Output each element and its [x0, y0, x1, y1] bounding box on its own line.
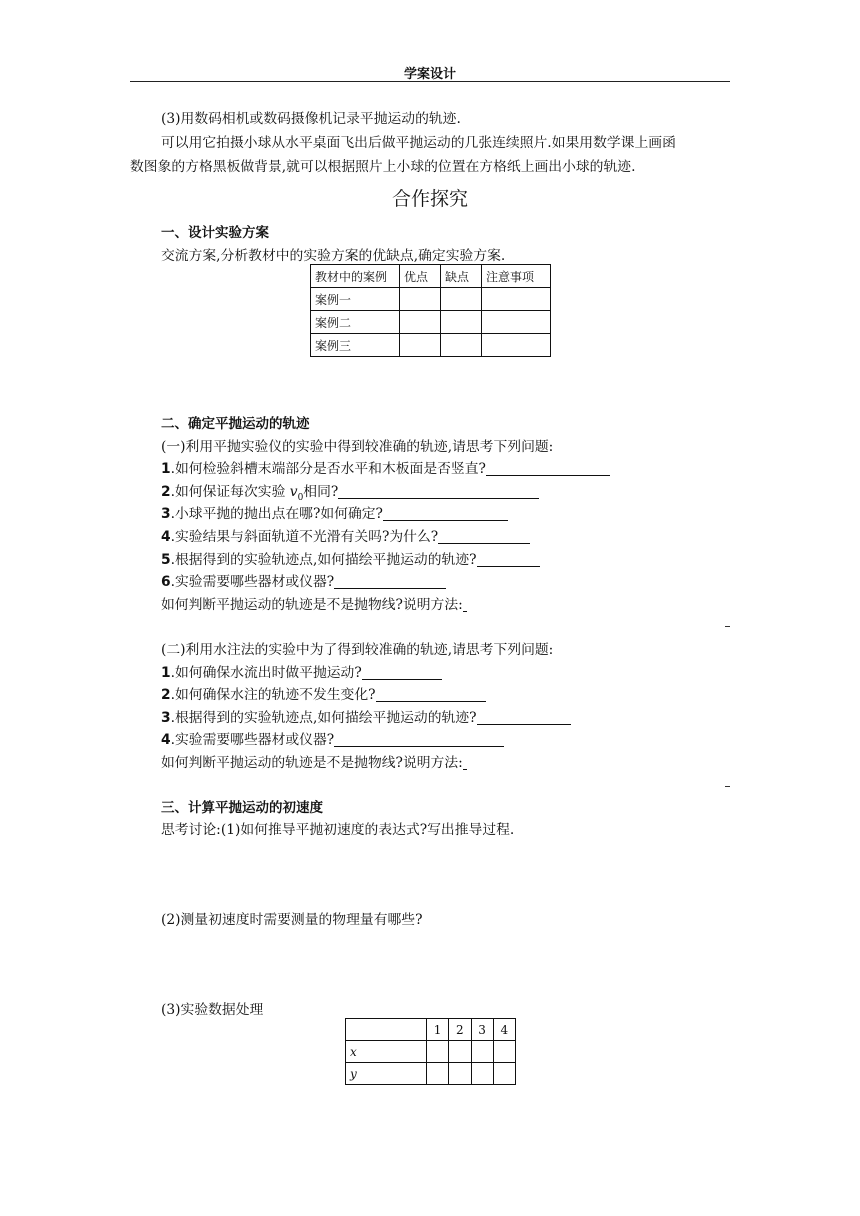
part2-question-1	[161, 661, 442, 681]
main-title: 合作探究	[391, 188, 468, 210]
part1-question-6	[161, 570, 446, 590]
question-number: 2	[161, 484, 171, 500]
answer-blank[interactable]	[334, 732, 504, 747]
velocity-symbol: v	[289, 484, 298, 500]
table-cell[interactable]	[449, 1063, 471, 1085]
question-text: 如何判断平抛运动的轨迹是不是抛物线?说明方法:	[161, 755, 463, 771]
section2-heading: 二、确定平抛运动的轨迹	[161, 416, 310, 432]
table-row	[311, 288, 551, 311]
question-number: 3	[161, 710, 171, 726]
part1-judge-question	[161, 593, 467, 613]
section3-heading: 三、计算平抛运动的初速度	[161, 800, 323, 816]
part1-intro: (一)利用平抛实验仪的实验中得到较准确的轨迹,请思考下列问题:	[161, 439, 554, 455]
data-processing-table	[345, 1018, 516, 1085]
table-row	[311, 311, 551, 334]
table-cell[interactable]	[427, 1041, 449, 1063]
table-cell: y	[346, 1063, 427, 1085]
question-number: 5	[161, 552, 171, 568]
table-cell[interactable]	[400, 334, 441, 357]
table-header-cell: 注意事项	[482, 265, 551, 288]
table-cell[interactable]	[493, 1041, 515, 1063]
question-text: 如何判断平抛运动的轨迹是不是抛物线?说明方法:	[161, 597, 463, 613]
question-text: .小球平抛的抛出点在哪?如何确定?	[170, 506, 383, 522]
table-header-cell: 教材中的案例	[311, 265, 400, 288]
section1-heading: 一、设计实验方案	[161, 225, 269, 241]
answer-blank[interactable]	[362, 665, 442, 680]
table-cell[interactable]	[441, 311, 482, 334]
section1-text: 交流方案,分析教材中的实验方案的优缺点,确定实验方案.	[161, 248, 506, 264]
question-number: 2	[161, 687, 171, 703]
question-text: .实验需要哪些器材或仪器?	[170, 574, 335, 590]
table-cell[interactable]	[482, 334, 551, 357]
part1-question-5	[161, 548, 540, 568]
table-header-cell: 4	[493, 1019, 515, 1041]
answer-blank[interactable]	[477, 552, 540, 567]
page-header-title: 学案设计	[403, 67, 456, 82]
section3-question-2: (2)测量初速度时需要测量的物理量有哪些?	[161, 912, 423, 928]
intro-line-1: (3)用数码相机或数码摄像机记录平抛运动的轨迹.	[161, 111, 461, 127]
case-comparison-table	[310, 264, 551, 357]
table-header-row	[311, 265, 551, 288]
table-cell[interactable]	[471, 1041, 493, 1063]
table-header-cell: 2	[449, 1019, 471, 1041]
question-number: 1	[161, 461, 171, 477]
answer-blank[interactable]	[338, 484, 539, 499]
intro-line-2: 可以用它拍摄小球从水平桌面飞出后做平抛运动的几张连续照片.如果用数学课上画函	[161, 135, 676, 151]
part1-question-2	[161, 480, 539, 503]
answer-blank[interactable]	[486, 461, 610, 476]
table-cell[interactable]	[482, 288, 551, 311]
answer-line-end-mark	[725, 786, 730, 787]
velocity-subscript: 0	[297, 492, 304, 503]
table-cell[interactable]	[493, 1063, 515, 1085]
question-number: 1	[161, 665, 171, 681]
answer-blank[interactable]	[463, 597, 467, 612]
table-cell[interactable]	[400, 311, 441, 334]
question-text: .如何确保水流出时做平抛运动?	[170, 665, 362, 681]
answer-blank[interactable]	[438, 529, 530, 544]
question-text: .实验需要哪些器材或仪器?	[170, 732, 335, 748]
table-header-cell: 优点	[400, 265, 441, 288]
table-header-cell: 1	[427, 1019, 449, 1041]
question-text: 相同?	[303, 484, 339, 500]
table-row	[311, 334, 551, 357]
table-header-cell: 缺点	[441, 265, 482, 288]
table-cell[interactable]	[441, 334, 482, 357]
table-header-row	[346, 1019, 516, 1041]
table-cell[interactable]	[449, 1041, 471, 1063]
section3-question-3: (3)实验数据处理	[161, 1002, 264, 1018]
section3-question-1: 思考讨论:(1)如何推导平抛初速度的表达式?写出推导过程.	[161, 822, 515, 838]
table-cell[interactable]	[471, 1063, 493, 1085]
question-text: .根据得到的实验轨迹点,如何描绘平抛运动的轨迹?	[170, 710, 477, 726]
table-row	[346, 1063, 516, 1085]
table-row	[346, 1041, 516, 1063]
answer-line-end-mark	[725, 626, 730, 627]
question-number: 6	[161, 574, 171, 590]
table-cell: 案例一	[311, 288, 400, 311]
answer-blank[interactable]	[383, 506, 508, 521]
part2-question-3	[161, 706, 571, 726]
intro-line-3: 数图象的方格黑板做背景,就可以根据照片上小球的位置在方格纸上画出小球的轨迹.	[130, 159, 636, 175]
part1-question-4	[161, 525, 530, 545]
answer-blank[interactable]	[334, 574, 446, 589]
answer-blank[interactable]	[477, 710, 571, 725]
table-cell[interactable]	[427, 1063, 449, 1085]
table-cell[interactable]	[400, 288, 441, 311]
answer-blank[interactable]	[376, 687, 486, 702]
table-header-cell	[346, 1019, 427, 1041]
question-text: .如何检验斜槽末端部分是否水平和木板面是否竖直?	[170, 461, 486, 477]
part2-judge-question	[161, 751, 467, 771]
question-text: .根据得到的实验轨迹点,如何描绘平抛运动的轨迹?	[170, 552, 477, 568]
header-divider	[130, 81, 730, 82]
question-number: 4	[161, 529, 171, 545]
table-cell: 案例二	[311, 311, 400, 334]
table-cell: 案例三	[311, 334, 400, 357]
question-text: .实验结果与斜面轨道不光滑有关吗?为什么?	[170, 529, 439, 545]
table-header-cell: 3	[471, 1019, 493, 1041]
part1-question-1	[161, 457, 610, 477]
part2-question-4	[161, 728, 504, 748]
question-text: .如何确保水注的轨迹不发生变化?	[170, 687, 376, 703]
table-cell[interactable]	[441, 288, 482, 311]
question-number: 3	[161, 506, 171, 522]
table-cell[interactable]	[482, 311, 551, 334]
question-number: 4	[161, 732, 171, 748]
question-text: .如何保证每次实验	[170, 484, 290, 500]
table-cell: x	[346, 1041, 427, 1063]
part2-intro: (二)利用水注法的实验中为了得到较准确的轨迹,请思考下列问题:	[161, 642, 554, 658]
part1-question-3	[161, 502, 508, 522]
answer-blank[interactable]	[463, 755, 467, 770]
part2-question-2	[161, 683, 486, 703]
